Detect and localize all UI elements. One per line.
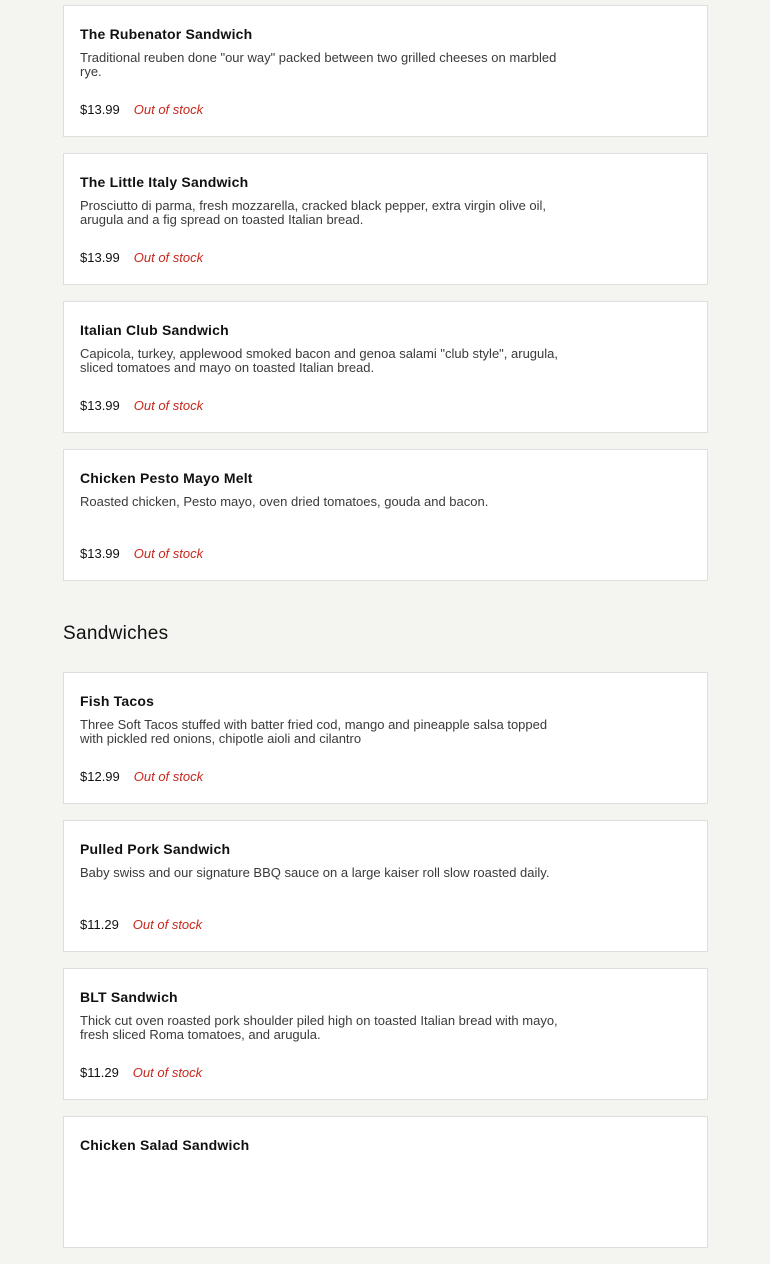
item-description: Roasted chicken, Pesto mayo, oven dried tomatoes, gouda and bacon. [80, 494, 489, 509]
item-price: $13.99 [80, 250, 120, 265]
item-description: Thick cut oven roasted pork shoulder piled high on toasted Italian bread with mayo, fresh sliced Roma tomatoes, and arugula. [80, 1013, 558, 1042]
item-meta [80, 250, 203, 266]
item-price: $11.29 [80, 1065, 119, 1080]
item-description: Baby swiss and our signature BBQ sauce on a large kaiser roll slow roasted daily. [80, 865, 550, 880]
item-price: $13.99 [80, 398, 120, 413]
stock-status: Out of stock [133, 546, 204, 561]
item-name: Chicken Salad Sandwich [80, 1137, 250, 1153]
item-name: The Little Italy Sandwich [80, 174, 249, 190]
menu-item-card[interactable] [63, 820, 708, 952]
item-name: The Rubenator Sandwich [80, 26, 253, 42]
menu-item-card[interactable] [63, 1116, 708, 1248]
item-name: Italian Club Sandwich [80, 322, 229, 338]
menu-item-card[interactable] [63, 301, 708, 433]
item-name: Fish Tacos [80, 693, 155, 709]
item-price: $13.99 [80, 102, 120, 117]
item-meta [80, 917, 202, 933]
item-meta [80, 769, 203, 785]
item-meta [80, 1213, 94, 1229]
stock-status: Out of stock [132, 1065, 203, 1080]
section-title: Sandwiches [63, 623, 169, 644]
stock-status: Out of stock [133, 398, 204, 413]
menu-item-card[interactable] [63, 449, 708, 581]
menu-list [63, 5, 708, 1264]
item-name: Pulled Pork Sandwich [80, 841, 231, 857]
menu-item-card[interactable] [63, 968, 708, 1100]
item-description: Three Soft Tacos stuffed with batter fried cod, mango and pineapple salsa topped with pickled red onions, chipotle aioli and cilantro [80, 717, 548, 746]
stock-status: Out of stock [133, 769, 204, 784]
item-description: Prosciutto di parma, fresh mozzarella, cracked black pepper, extra virgin olive oil, arugula and a fig spread on toasted Italian bread. [80, 198, 547, 227]
stock-status: Out of stock [132, 917, 203, 932]
item-price: $12.99 [80, 769, 120, 784]
item-meta [80, 1065, 202, 1081]
item-price: $13.99 [80, 546, 120, 561]
item-name: Chicken Pesto Mayo Melt [80, 470, 253, 486]
menu-item-card[interactable] [63, 5, 708, 137]
item-description: Traditional reuben done "our way" packed between two grilled cheeses on marbled rye. [80, 50, 557, 79]
stock-status: Out of stock [133, 102, 204, 117]
menu-item-card[interactable] [63, 672, 708, 804]
menu-item-card[interactable] [63, 153, 708, 285]
item-meta [80, 546, 203, 562]
item-meta [80, 102, 203, 118]
item-name: BLT Sandwich [80, 989, 178, 1005]
item-description: Capicola, turkey, applewood smoked bacon and genoa salami "club style", arugula, sliced tomatoes and mayo on toasted Italian bread. [80, 346, 558, 375]
item-price: $11.29 [80, 917, 119, 932]
item-meta [80, 398, 203, 414]
stock-status: Out of stock [133, 250, 204, 265]
